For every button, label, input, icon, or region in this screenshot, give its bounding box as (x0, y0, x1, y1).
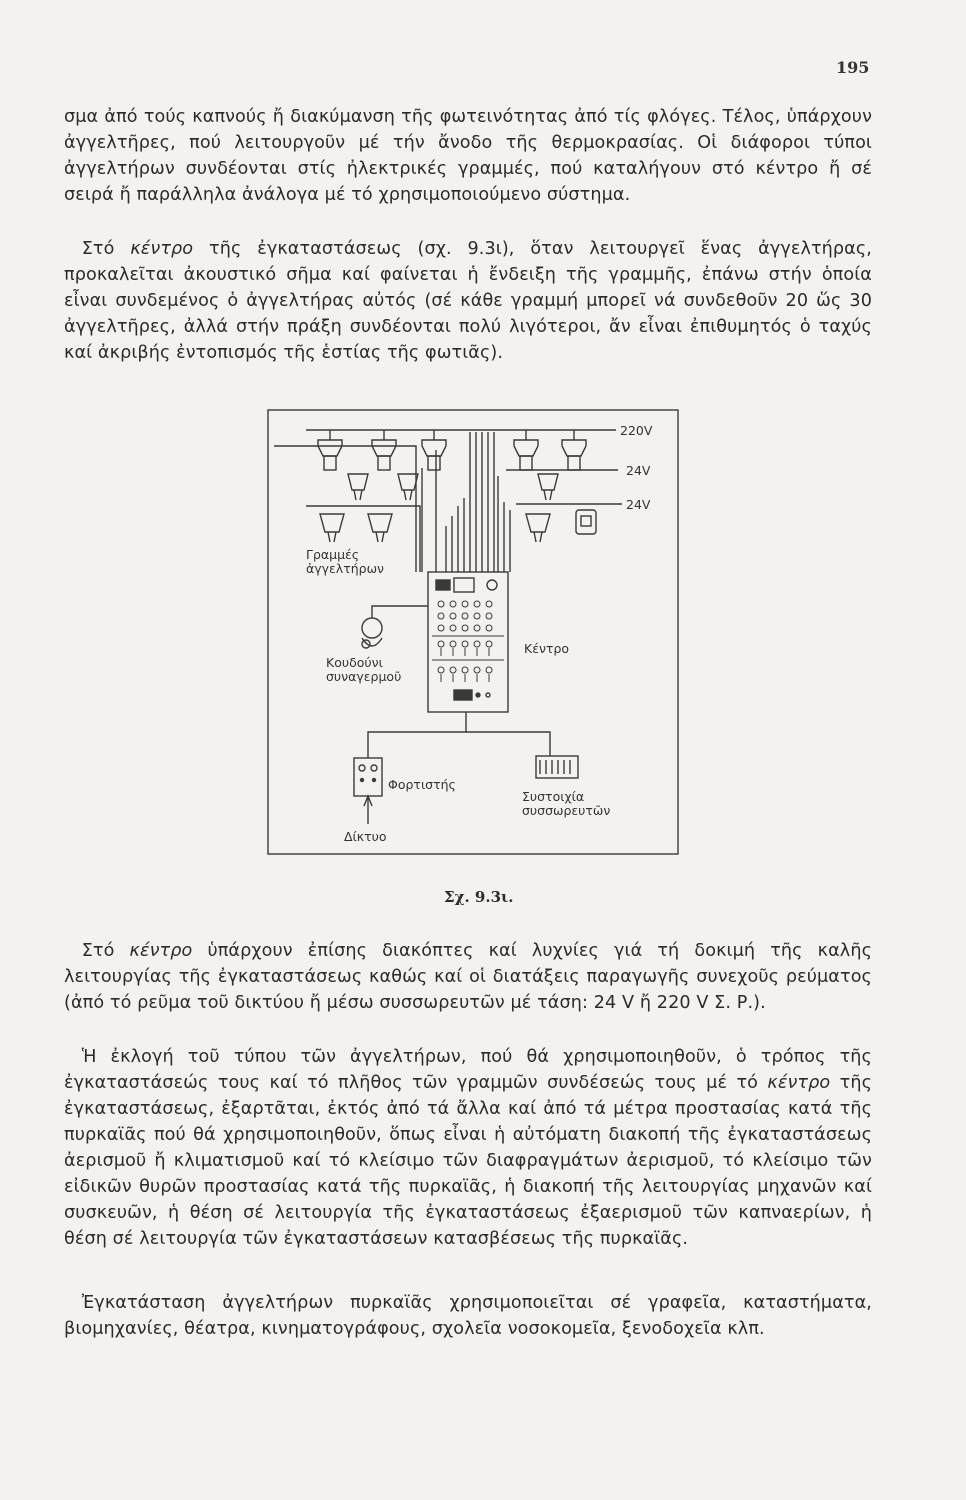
label-charger: Φορτιστής (388, 777, 456, 792)
paragraph-5 (64, 1290, 872, 1342)
p3-emphasis: κέντρο (129, 941, 193, 961)
alarm-bell-drawing (362, 606, 428, 648)
label-center: Κέντρο (524, 641, 570, 656)
label-battery: Συστοιχία συσσωρευτῶν (522, 789, 611, 818)
p4-lead: Ἡ ἐκλογή τοῦ τύπου τῶν ἀγγελτήρων, πού θά χρησιμοποιηθοῦν, ὁ τρόπος τῆς ἐγκαταστάσεώς τους καί τό πλῆθος τῶν γραμμῶν συνδέσεώς τους μέ τό (64, 1047, 872, 1093)
fire-alarm-diagram (266, 406, 686, 862)
p2-lead: Στό (81, 239, 131, 259)
p2-body: τῆς ἐγκαταστάσεως (σχ. 9.3ι), ὅταν λειτουργεῖ ἕνας ἀγγελτήρας, προκαλεῖται ἀκουστικό σῆμα καί φαίνεται ἡ ἔνδειξη τῆς γραμμῆς, ἐπάνω στήν ὁποία εἶναι συνδεμένος ὁ ἀγγελτήρας αὐτός (σέ κάθε γραμμή μπορεῖ νά συνδεθοῦν 20 ὥς 30 ἀγγελτῆρες, ἀλλά στήν πράξη συνδέονται πολύ λιγότεροι, ἄν εἶναι ἐπιθυμητός ὁ ταχύς καί ἀκριβής ἐντοπισμός τῆς ἑστίας τῆς φωτιᾶς). (64, 239, 872, 363)
label-detector-lines: Γραμμές ἀγγελτήρων (306, 547, 385, 576)
p3-lead: Στό (81, 941, 130, 961)
p3-body: ὑπάρχουν ἐπίσης διακόπτες καί λυχνίες γιά τή δοκιμή τῆς καλῆς λειτουργίας τῆς ἐγκαταστάσεως καθώς καί οἱ διατάξεις παραγωγῆς συνεχοῦς ρεύματος (ἀπό τό ρεῦμα τοῦ δικτύου ἤ μέσω συσσωρευτῶν μέ τάση: 24 V ἤ 220 V Σ. Ρ.). (64, 941, 872, 1013)
diagram-drawing (266, 406, 686, 862)
page-number: 195 (836, 58, 870, 77)
label-220v: 220V (620, 423, 653, 438)
label-network: Δίκτυο (344, 829, 387, 844)
control-panel-drawing (428, 572, 508, 712)
p4-emphasis: κέντρο (767, 1073, 831, 1093)
paragraph-3 (64, 938, 872, 1016)
label-alarm-bell: Κουδούνι συναγερμοῦ (326, 655, 402, 684)
detectors-top-row (318, 430, 586, 470)
paragraph-4 (64, 1044, 872, 1252)
detectors-middle-row (348, 474, 558, 500)
p2-emphasis: κέντρο (130, 239, 194, 259)
p5-body: Ἐγκατάσταση ἀγγελτήρων πυρκαϊᾶς χρησιμοποιεῖται σέ γραφεῖα, καταστήματα, βιομηχανίες, θέατρα, κινηματογράφους, σχολεῖα νοσοκομεῖα, ξενοδοχεῖα κλπ. (64, 1293, 872, 1339)
label-24v-a: 24V (626, 463, 651, 478)
label-24v-b: 24V (626, 497, 651, 512)
paragraph-2 (64, 236, 872, 366)
diagram-frame (268, 410, 678, 854)
paragraph-1: σμα ἀπό τούς καπνούς ἤ διακύμανση τῆς φωτεινότητας ἀπό τίς φλόγες. Τέλος, ὑπάρχουν ἀγγελτῆρες, πού λειτουργοῦν μέ τήν ἄνοδο τῆς θερμοκρασίας. Οἱ διάφοροι τύποι ἀγγελτήρων συνδέονται στίς ἠλεκτρικές γραμμές, πού καταλήγουν στό κέντρο ἤ σέ σειρά ἤ παράλληλα ἀνάλογα μέ τό χρησιμοποιούμενο σύστημα. (64, 107, 872, 205)
figure-caption: Σχ. 9.3ι. (444, 888, 514, 906)
p4-body: τῆς ἐγκαταστάσεως, ἐξαρτᾶται, ἐκτός ἀπό τά ἄλλα καί ἀπό τά μέτρα προστασίας κατά τῆς πυρκαϊᾶς πού θά χρησιμοποιηθοῦν, ὅπως εἶναι ἡ αὐτόματη διακοπή τῆς ἐγκαταστάσεως ἀερισμοῦ ἤ κλιματισμοῦ καί τό κλείσιμο τῶν διαφραγμάτων ἀερισμοῦ, τό κλείσιμο τῶν εἰδικῶν θυρῶν προστασίας κατά τῆς πυρκαϊᾶς, ἡ διακοπή τῆς λειτουργίας μηχανῶν καί συσκευῶν, ἡ θέση σέ λειτουργία τῆς ἐγκαταστάσεως ἐξαερισμοῦ τῶν καπναερίων, ἡ θέση σέ λειτουργία τῶν ἐγκαταστάσεων κατασβέσεως τῆς πυρκαϊᾶς. (64, 1073, 873, 1249)
